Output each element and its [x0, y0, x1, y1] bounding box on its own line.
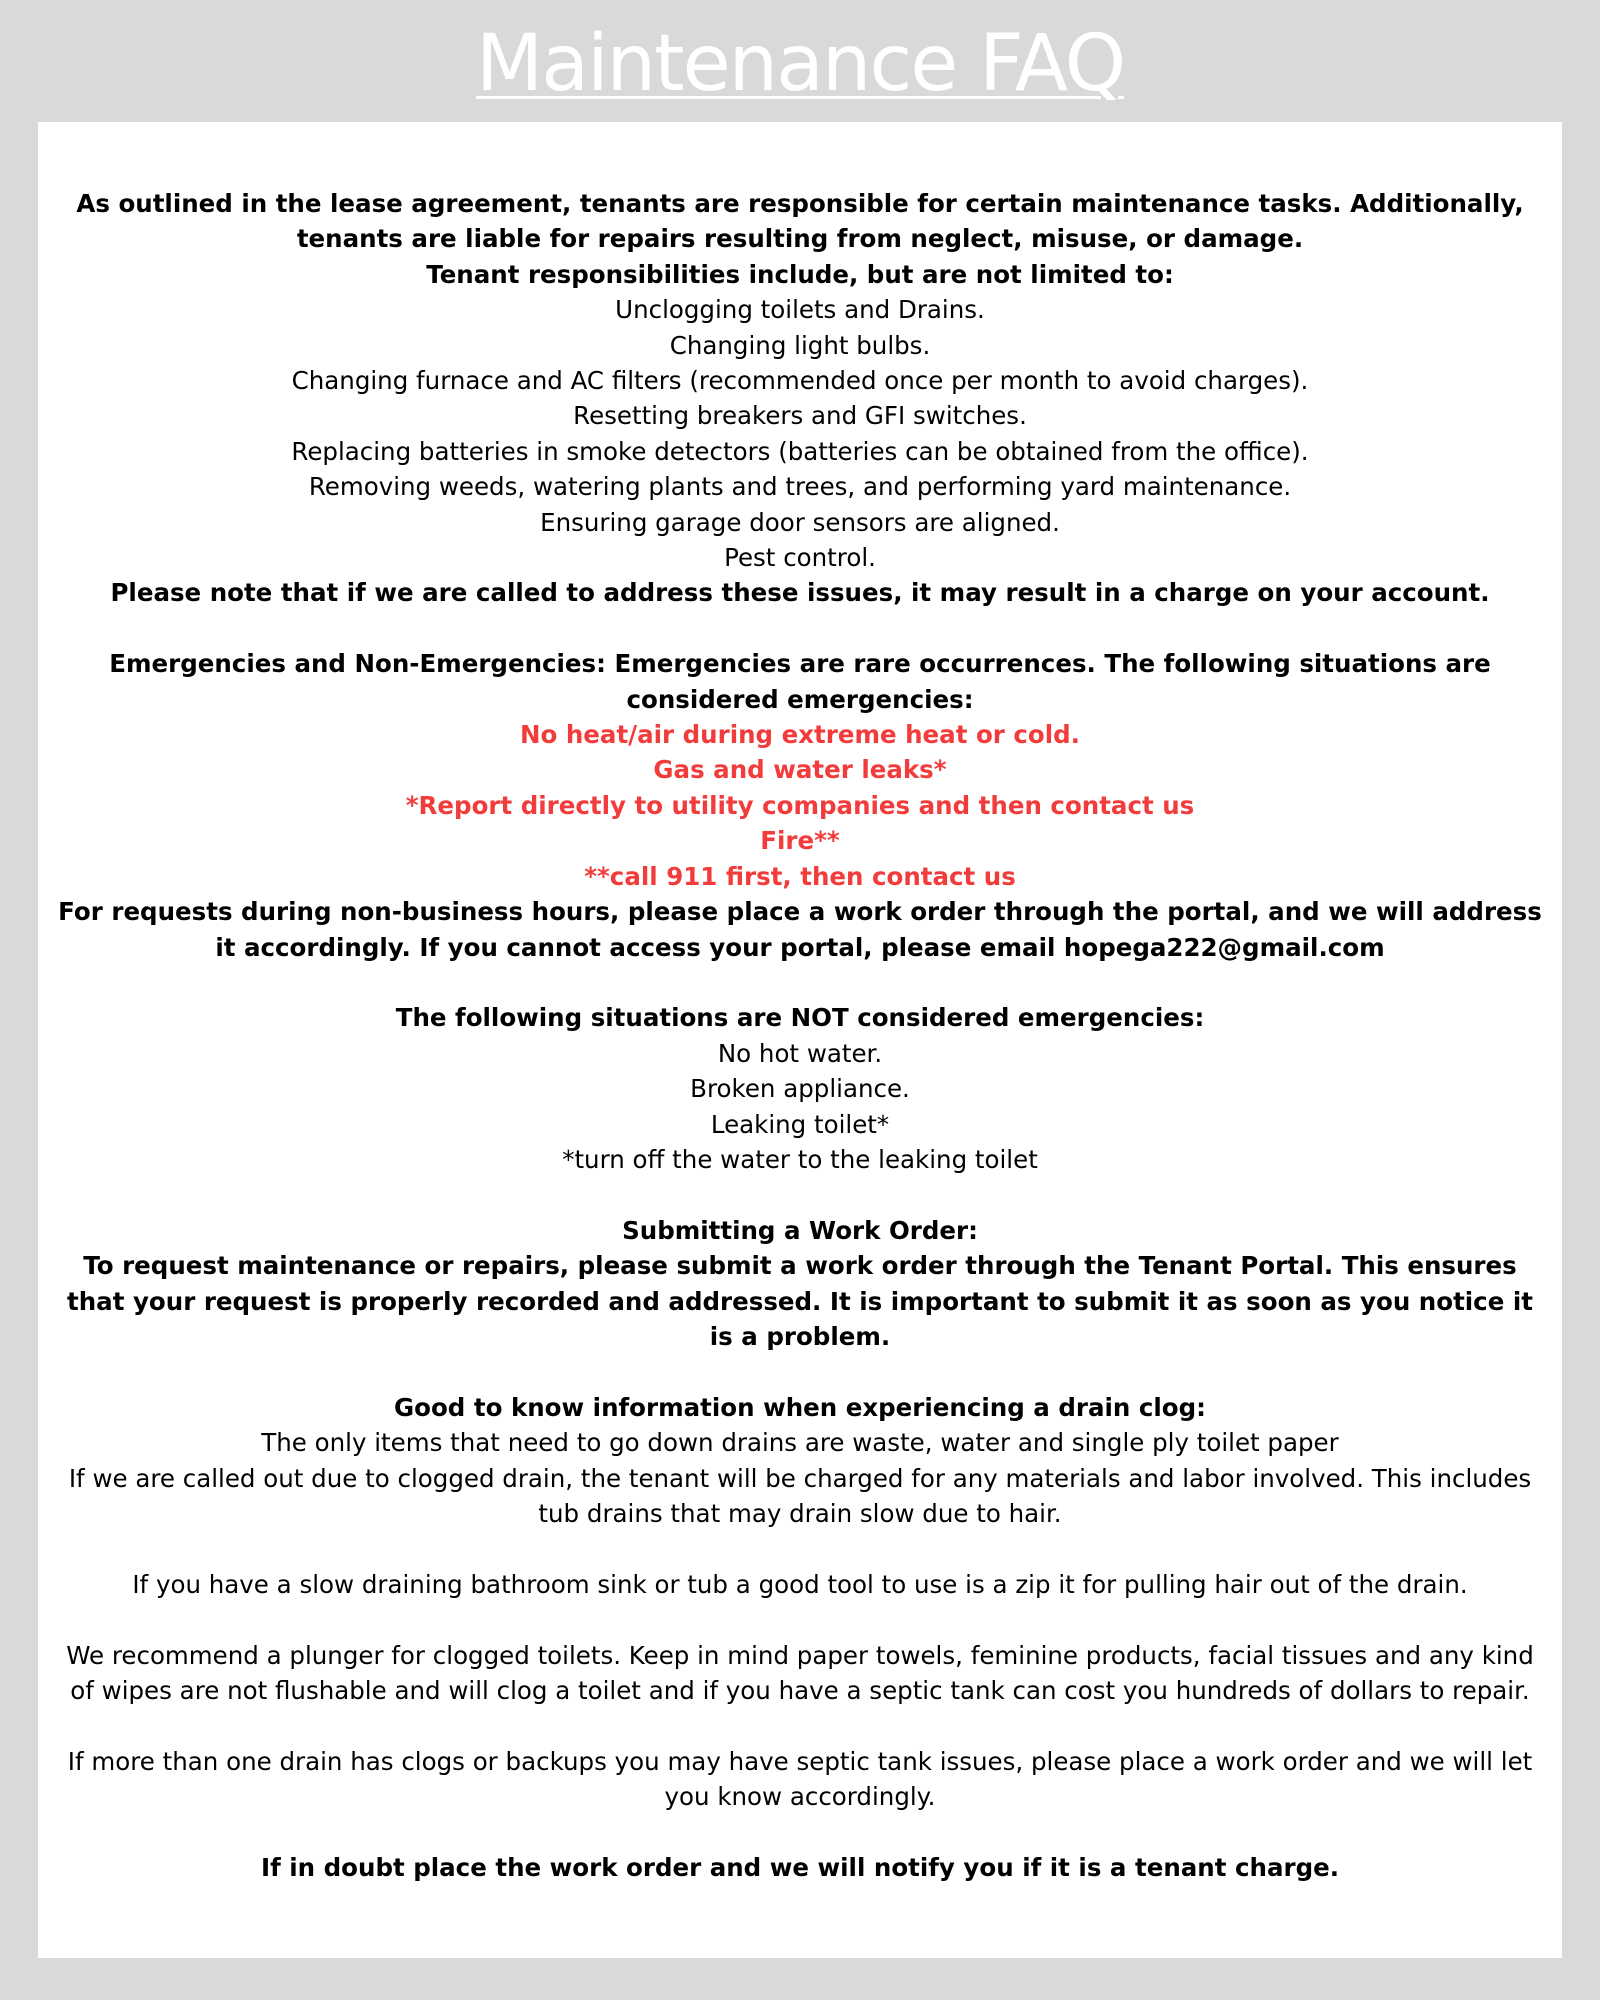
after-hours-note: For requests during non-business hours, please place a work order through the portal, and we will address it accordingly. If you cannot access your portal, please email hopega222@gmail.com	[58, 897, 1542, 962]
spacer	[58, 1815, 1542, 1850]
responsibility-item: Changing light bulbs.	[669, 330, 931, 360]
spacer	[58, 611, 1542, 646]
closing-note: If in doubt place the work order and we will notify you if it is a tenant charge.	[260, 1852, 1340, 1882]
page-title: Maintenance FAQ	[475, 19, 1125, 109]
spacer	[58, 1602, 1542, 1637]
plunger-tip: We recommend a plunger for clogged toilets. Keep in mind paper towels, feminine products, facial tissues and any kind of wipes are not flushable and will clog a toilet and if you have a septic tank can cost you hundreds of dollars to repair.	[66, 1640, 1534, 1705]
work-order-heading: Submitting a Work Order:	[622, 1215, 978, 1245]
responsibility-item: Resetting breakers and GFI switches.	[573, 401, 1027, 431]
emergency-item: *Report directly to utility companies and then contact us	[405, 790, 1195, 820]
drain-clog-line: If we are called out due to clogged drain, the tenant will be charged for any materials and labor involved. This includes tub drains that may drain slow due to hair.	[68, 1463, 1532, 1528]
responsibilities-intro: As outlined in the lease agreement, tenants are responsible for certain maintenance tasks. Additionally, tenants are liable for repairs resulting from neglect, misuse, or damage.	[76, 189, 1524, 254]
slow-drain-tip: If you have a slow draining bathroom sink or tub a good tool to use is a zip it for pulling hair out of the drain.	[132, 1569, 1468, 1599]
spacer	[58, 1354, 1542, 1389]
responsibilities-heading: Tenant responsibilities include, but are not limited to:	[426, 259, 1174, 289]
responsibility-item: Unclogging toilets and Drains.	[615, 295, 985, 325]
responsibility-item: Changing furnace and AC filters (recommended once per month to avoid charges).	[291, 366, 1309, 396]
responsibility-item: Ensuring garage door sensors are aligned.	[540, 507, 1060, 537]
emergency-item: **call 911 first, then contact us	[584, 861, 1016, 891]
work-order-body: To request maintenance or repairs, please submit a work order through the Tenant Portal. This ensures that your request is properly recorded and addressed. It is important to submit it as soon as you notice it is a problem.	[67, 1251, 1533, 1351]
drain-clog-line: The only items that need to go down drains are waste, water and single ply toilet paper	[261, 1428, 1339, 1458]
responsibility-item: Replacing batteries in smoke detectors (batteries can be obtained from the office).	[291, 436, 1309, 466]
non-emergency-item: Leaking toilet*	[710, 1109, 890, 1139]
faq-card	[38, 122, 1562, 1958]
responsibility-item: Pest control.	[724, 543, 876, 573]
non-emergencies-heading: The following situations are NOT considered emergencies:	[395, 1003, 1205, 1033]
spacer	[58, 965, 1542, 1000]
drain-clog-heading: Good to know information when experiencing a drain clog:	[394, 1392, 1206, 1422]
septic-tip: If more than one drain has clogs or backups you may have septic tank issues, please place a work order and we will let you know accordingly.	[67, 1746, 1533, 1812]
non-emergency-item: *turn off the water to the leaking toilet	[562, 1144, 1038, 1174]
emergency-item: No heat/air during extreme heat or cold.	[519, 720, 1080, 750]
emergency-item: Fire**	[760, 826, 840, 856]
emergency-item: Gas and water leaks*	[653, 755, 947, 785]
charge-note: Please note that if we are called to address these issues, it may result in a charge on your account.	[110, 578, 1490, 608]
emergencies-intro: Emergencies and Non-Emergencies: Emergencies are rare occurrences. The following situations are considered emergencies:	[109, 649, 1491, 714]
non-emergency-item: No hot water.	[717, 1038, 883, 1068]
non-emergency-item: Broken appliance.	[690, 1074, 910, 1104]
spacer	[58, 1531, 1542, 1566]
spacer	[58, 1708, 1542, 1743]
responsibility-item: Removing weeds, watering plants and trees, and performing yard maintenance.	[308, 472, 1292, 502]
spacer	[58, 1177, 1542, 1212]
